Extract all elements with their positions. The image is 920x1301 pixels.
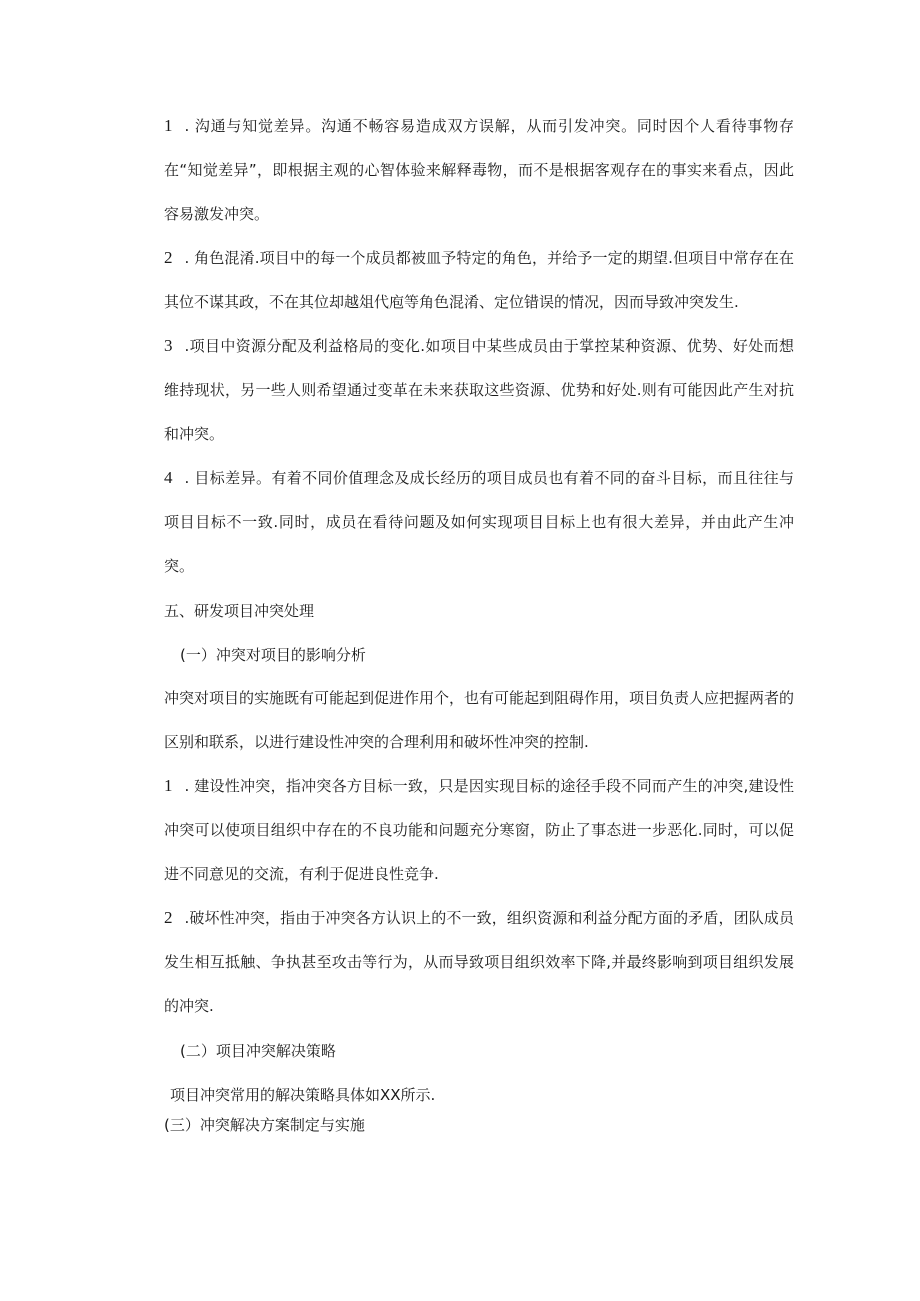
item-number: 2 xyxy=(164,248,173,267)
paragraph-strategy-reference: 项目冲突常用的解决策略具体如XX所示. xyxy=(170,1086,436,1104)
paragraph-conflict-cause-3 xyxy=(164,324,794,456)
item-number: 1 xyxy=(164,116,173,135)
item-number: 4 xyxy=(164,468,173,487)
item-number: 1 xyxy=(164,776,173,795)
subheading-2: (二）项目冲突解决策略 xyxy=(180,1042,336,1060)
paragraph-text: .项目中资源分配及利益格局的变化.如项目中某些成员由于掌控某种资源、优势、好处而想维持现状，另一些人则希望通过变革在未来获取这些资源、优势和好处.则有可能因此产生对抗和冲突。 xyxy=(164,337,794,443)
paragraph-text: . 目标差异。有着不同价值理念及成长经历的项目成员也有着不同的奋斗目标，而且往往与项目目标不一致.同时，成员在看待问题及如何实现项目目标上也有很大差异，并由此产生冲突。 xyxy=(164,469,794,575)
paragraph-impact-analysis xyxy=(164,676,794,764)
paragraph-constructive-conflict xyxy=(164,764,794,896)
paragraph-text: .破坏性冲突，指由于冲突各方认识上的不一致，组织资源和利益分配方面的矛盾，团队成员发生相互抵触、争执甚至攻击等行为，从而导致项目组织效率下降,并最终影响到项目组织发展的冲突. xyxy=(164,909,794,1015)
paragraph-destructive-conflict xyxy=(164,896,794,1028)
item-number: 2 xyxy=(164,908,173,927)
paragraph-text: 冲突对项目的实施既有可能起到促进作用个，也有可能起到阻碍作用，项目负责人应把握两者的区别和联系，以进行建设性冲突的合理利用和破坏性冲突的控制. xyxy=(164,689,795,751)
paragraph-conflict-cause-1 xyxy=(164,104,794,236)
subheading-1: (一）冲突对项目的影响分析 xyxy=(180,646,366,664)
item-number: 3 xyxy=(164,336,173,355)
paragraph-text: . 建设性冲突，指冲突各方目标一致，只是因实现目标的途径手段不同而产生的冲突,建设性冲突可以使项目组织中存在的不良功能和问题充分寒窗，防止了事态进一步恶化.同时，可以促进不同意见的交流，有利于促进良性竞争. xyxy=(164,777,794,883)
subheading-3: (三）冲突解决方案制定与实施 xyxy=(164,1116,365,1134)
paragraph-text: . 角色混淆.项目中的每一个成员都被皿予特定的角色，并给予一定的期望.但项目中常存在在其位不谋其政，不在其位却越俎代庖等角色混淆、定位错误的情况，因而导致冲突发生. xyxy=(164,249,794,311)
paragraph-conflict-cause-2 xyxy=(164,236,794,324)
paragraph-text: . 沟通与知觉差异。沟通不畅容易造成双方误解，从而引发冲突。同时因个人看待事物存在“知觉差异”，即根据主观的心智体验来解释毒物，而不是根据客观存在的事实来看点，因此容易激发冲突。 xyxy=(164,117,794,223)
paragraph-conflict-cause-4 xyxy=(164,456,794,588)
section-heading-5: 五、研发项目冲突处理 xyxy=(164,602,315,620)
